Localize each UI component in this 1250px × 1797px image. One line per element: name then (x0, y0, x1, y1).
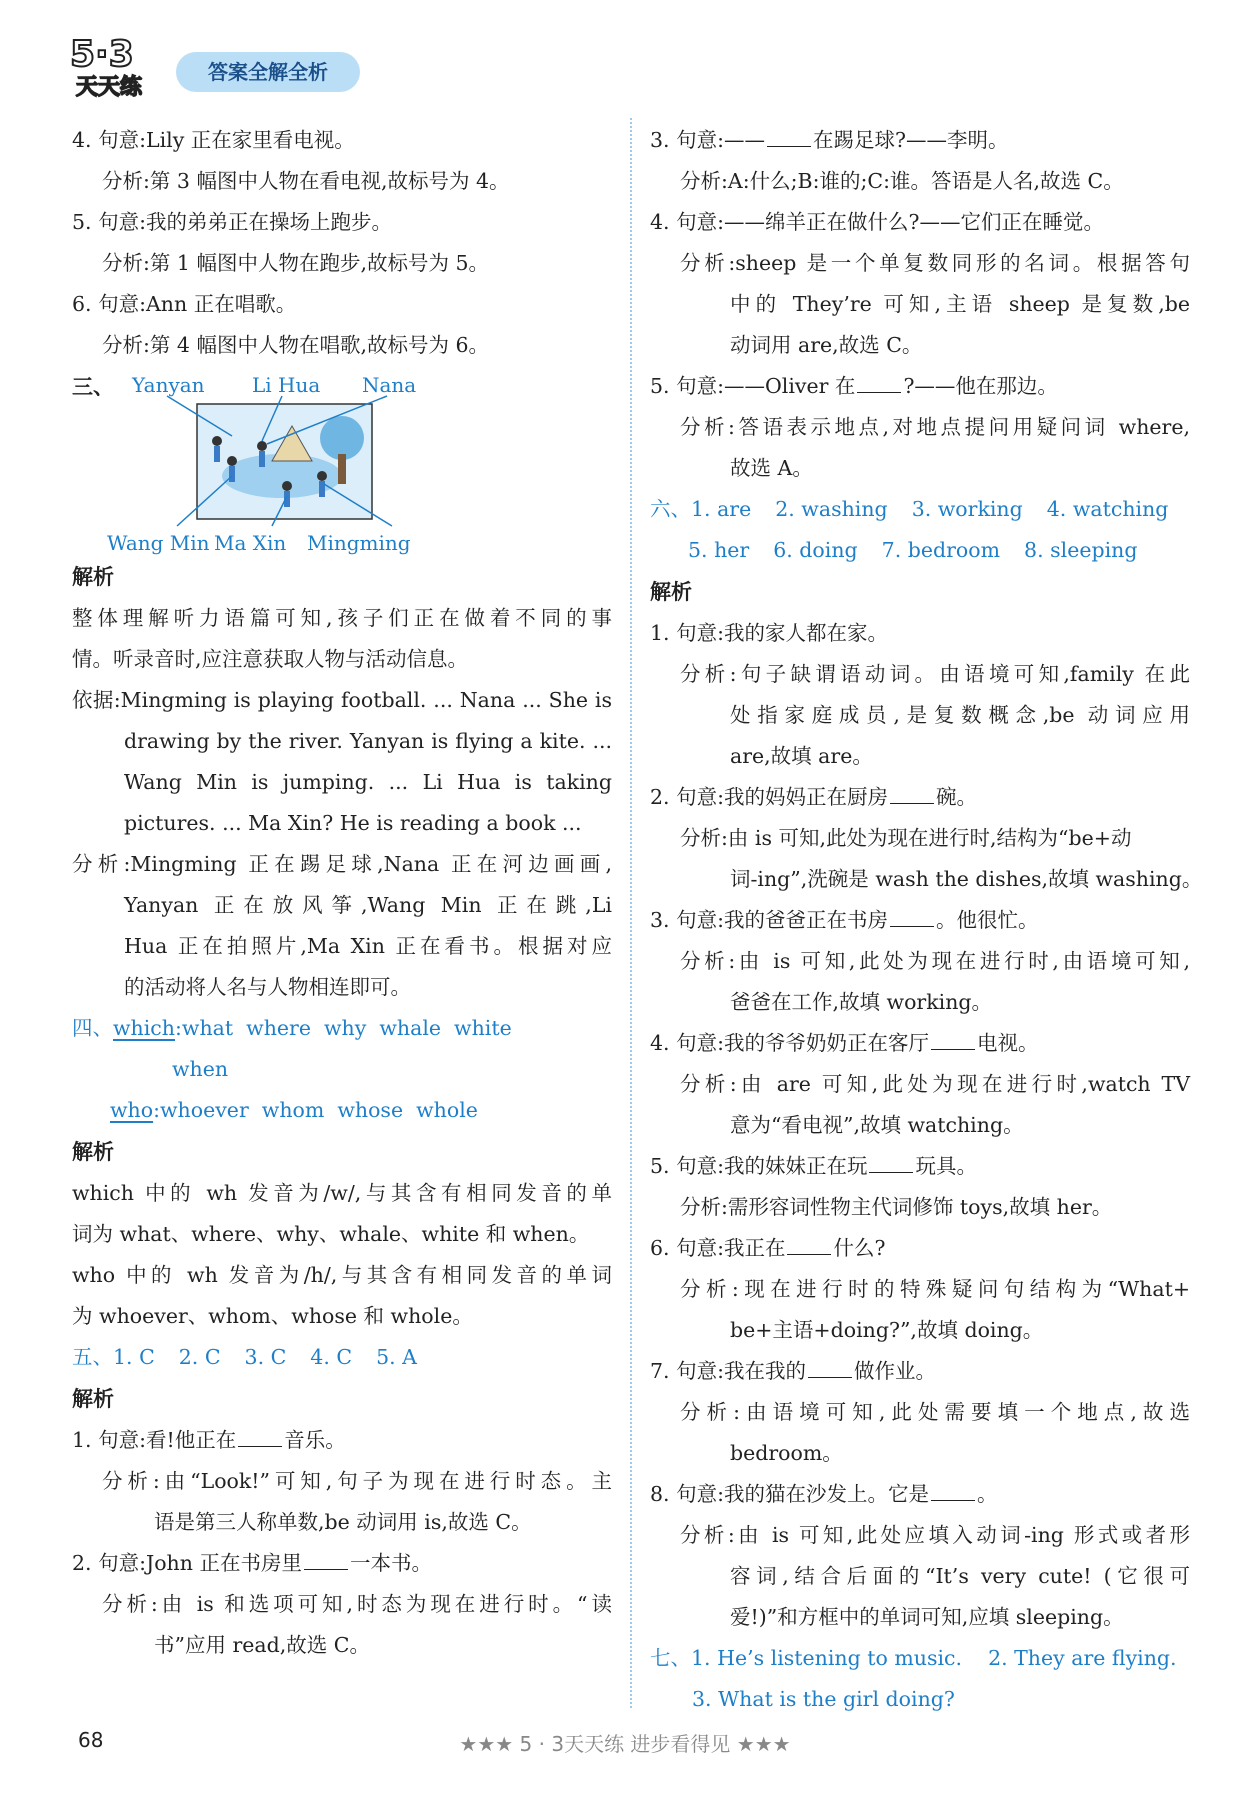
left-line: Wang Min is jumping. ... Li Hua is taking (124, 770, 612, 794)
right-line: 分析:sheep 是一个单复数同形的名词。根据答句 (680, 251, 1190, 275)
jiexi-heading: 解析 (72, 565, 114, 589)
blank (304, 1551, 348, 1570)
section-6-label: 六、 (650, 497, 691, 521)
answer-item: 2. washing (775, 497, 888, 521)
left-line: 6. 句意:Ann 正在唱歌。 (72, 292, 297, 316)
right-line: be+主语+doing?”,故填 doing。 (730, 1318, 1044, 1342)
right-line (650, 900, 1190, 941)
text-part: 在踢足球?——李明。 (812, 128, 1009, 152)
right-line (650, 1228, 1190, 1269)
right-line: 1. 句意:我的家人都在家。 (650, 621, 888, 645)
section-3-label: 三、 (72, 375, 114, 399)
right-line: 分析:由 are 可知,此处为现在进行时,watch TV (680, 1072, 1190, 1096)
which-word: which (113, 1016, 175, 1040)
section-6-row2 (650, 530, 1190, 571)
right-line (650, 366, 1190, 407)
text-part: 5. 句意:——Oliver 在 (650, 374, 856, 398)
right-line: 处指家庭成员,是复数概念,be 动词应用 (730, 703, 1190, 727)
blank (890, 785, 934, 804)
text-part: 3. 句意:—— (650, 128, 765, 152)
answer-item: 3. C (244, 1345, 287, 1369)
name-label-wangmin: Wang Min (107, 531, 210, 555)
blank (787, 1236, 831, 1255)
blank (931, 1482, 975, 1501)
blank (767, 128, 811, 147)
right-line: 词-ing”,洗碗是 wash the dishes,故填 washing。 (730, 867, 1203, 891)
answer-item: 5. A (376, 1345, 417, 1369)
right-line: 分析:由 is 可知,此处应填入动词-ing 形式或者形 (680, 1523, 1190, 1547)
right-line: 分析:A:什么;B:谁的;C:谁。答语是人名,故选 C。 (680, 169, 1124, 193)
right-line: 动词用 are,故选 C。 (730, 333, 923, 357)
right-line: 分析:由语境可知,此处需要填一个地点,故选 (680, 1400, 1190, 1424)
right-line: are,故填 are。 (730, 744, 873, 768)
left-line: 依据:Mingming is playing football. ... Nana ... She is (72, 688, 612, 712)
right-line: 分析:需形容词性物主代词修饰 toys,故填 her。 (680, 1195, 1113, 1219)
right-line: 爸爸在工作,故填 working。 (730, 990, 993, 1014)
left-line (72, 1420, 612, 1461)
right-line: 中的 They’re 可知,主语 sheep 是复数,be (730, 292, 1190, 316)
right-line: 分析:由 is 可知,此处为现在进行时,结构为“be+动 (680, 826, 1132, 850)
footer-slogan: ★★★ 5 · 3天天练 进步看得见 ★★★ (459, 1732, 791, 1756)
left-line: 分析:第 3 幅图中人物在看电视,故标号为 4。 (102, 169, 510, 193)
section-5-label: 五、 (72, 1345, 113, 1369)
when-word: when (172, 1057, 229, 1081)
text-part: 2. 句意:John 正在书房里 (72, 1551, 302, 1575)
blank (238, 1428, 282, 1447)
blank (808, 1359, 852, 1378)
section-4-row2 (72, 1090, 612, 1131)
right-line: 故选 A。 (730, 456, 813, 480)
answer-item: 7. bedroom (881, 538, 1001, 562)
name-label-nana: Nana (362, 373, 417, 397)
right-line (650, 1023, 1190, 1064)
text-part: 4. 句意:我的爷爷奶奶正在客厅 (650, 1031, 929, 1055)
left-line: 整体理解听力语篇可知,孩子们正在做着不同的事 (72, 606, 612, 630)
header-pill: 答案全解全析 (176, 52, 360, 92)
left-line: 情。听录音时,应注意获取人物与活动信息。 (72, 647, 469, 671)
page-number: 68 (78, 1728, 104, 1752)
text-part: 7. 句意:我在我的 (650, 1359, 806, 1383)
right-line (650, 1146, 1190, 1187)
left-line (72, 1543, 612, 1584)
jiexi-heading: 解析 (72, 1140, 114, 1164)
blank (931, 1031, 975, 1050)
text-part: 。他很忙。 (935, 908, 1039, 932)
text-part: 。 (976, 1482, 998, 1506)
blank (857, 374, 901, 393)
left-line: 为 whoever、whom、whose 和 whole。 (72, 1304, 473, 1328)
text-part: 6. 句意:我正在 (650, 1236, 786, 1260)
name-label-mingming: Mingming (307, 531, 411, 555)
answer-item: 4. watching (1046, 497, 1169, 521)
right-line (650, 1351, 1190, 1392)
answer-item: 2. C (178, 1345, 221, 1369)
text-part: 3. 句意:我的爸爸正在书房 (650, 908, 888, 932)
right-line: bedroom。 (730, 1441, 843, 1465)
section-4-label: 四、 (72, 1016, 113, 1040)
section-4-row1 (72, 1008, 612, 1049)
right-line (650, 1474, 1190, 1515)
who-words: :whoever whom whose whole (153, 1098, 478, 1122)
left-line: 分析:Mingming 正在踢足球,Nana 正在河边画画, (72, 852, 612, 876)
section-7-row2: 3. What is the girl doing? (692, 1687, 955, 1711)
left-line: Hua 正在拍照片,Ma Xin 正在看书。根据对应 (124, 934, 612, 958)
left-line: 语是第三人称单数,be 动词用 is,故选 C。 (154, 1510, 532, 1534)
left-line: 5. 句意:我的弟弟正在操场上跑步。 (72, 210, 392, 234)
text-part: 音乐。 (284, 1428, 346, 1452)
right-line: 4. 句意:——绵羊正在做什么?——它们正在睡觉。 (650, 210, 1104, 234)
right-line: 分析:句子缺谓语动词。由语境可知,family 在此 (680, 662, 1190, 686)
right-line: 分析:答语表示地点,对地点提问用疑问词 where, (680, 415, 1190, 439)
right-line: 意为“看电视”,故填 watching。 (730, 1113, 1024, 1137)
name-label-yanyan: Yanyan (132, 373, 205, 397)
column-divider (630, 118, 632, 1708)
name-label-lihua: Li Hua (252, 373, 321, 397)
right-line: 容词,结合后面的“It’s very cute! (它很可 (730, 1564, 1190, 1588)
text-part: 1. 句意:看!他正在 (72, 1428, 237, 1452)
which-words: :what where why whale white (175, 1016, 512, 1040)
left-line: 词为 what、where、why、whale、white 和 when。 (72, 1222, 590, 1246)
left-line: who 中的 wh 发音为/h/,与其含有相同发音的单词 (72, 1263, 612, 1287)
left-line: pictures. ... Ma Xin? He is reading a book ... (124, 811, 582, 835)
answer-item: 1. He’s listening to music. (691, 1646, 963, 1670)
left-line: 分析:由“Look!”可知,句子为现在进行时态。主 (102, 1469, 612, 1493)
text-part: 玩具。 (915, 1154, 977, 1178)
left-line: 分析:第 1 幅图中人物在跑步,故标号为 5。 (102, 251, 490, 275)
blank (890, 908, 934, 927)
right-line: 分析:由 is 可知,此处为现在进行时,由语境可知, (680, 949, 1190, 973)
left-line: 书”应用 read,故选 C。 (154, 1633, 370, 1657)
answer-item: 6. doing (773, 538, 858, 562)
right-line: 爱!)”和方框中的单词可知,应填 sleeping。 (730, 1605, 1124, 1629)
answer-item: 8. sleeping (1024, 538, 1138, 562)
answer-item: 4. C (310, 1345, 353, 1369)
answer-item: 1. are (691, 497, 752, 521)
text-part: 电视。 (976, 1031, 1039, 1055)
jiexi-heading: 解析 (650, 580, 692, 604)
blank (869, 1154, 913, 1173)
text-part: 5. 句意:我的妹妹正在玩 (650, 1154, 868, 1178)
answer-item: 5. her (688, 538, 750, 562)
left-line: 分析:由 is 和选项可知,时态为现在进行时。“读 (102, 1592, 612, 1616)
section-6-row1 (650, 489, 1190, 530)
left-line: which 中的 wh 发音为/w/,与其含有相同发音的单 (72, 1181, 612, 1205)
right-line (650, 777, 1190, 818)
answer-item: 1. C (113, 1345, 155, 1369)
section-7-row1 (650, 1638, 1190, 1679)
name-label-maxin: Ma Xin (214, 531, 287, 555)
left-line: 4. 句意:Lily 正在家里看电视。 (72, 128, 355, 152)
left-line: 分析:第 4 幅图中人物在唱歌,故标号为 6。 (102, 333, 490, 357)
children-picture (102, 366, 522, 556)
text-part: 2. 句意:我的妈妈正在厨房 (650, 785, 888, 809)
section-5-answers (72, 1337, 612, 1378)
svg-text:天天练: 天天练 (76, 75, 143, 100)
text-part: 8. 句意:我的猫在沙发上。它是 (650, 1482, 929, 1506)
section-7-label: 七、 (650, 1646, 691, 1670)
right-line: 分析:现在进行时的特殊疑问句结构为“What+ (680, 1277, 1190, 1301)
text-part: 做作业。 (853, 1359, 936, 1383)
right-line (650, 120, 1190, 161)
answer-item: 2. They are flying. (988, 1646, 1177, 1670)
right-column (650, 120, 1203, 1720)
who-word: who (110, 1098, 154, 1122)
answer-item: 3. working (911, 497, 1023, 521)
svg-text:5·3: 5·3 (70, 34, 134, 75)
jiexi-heading: 解析 (72, 1387, 114, 1411)
text-part: 碗。 (935, 785, 977, 809)
text-part: 什么? (833, 1236, 886, 1260)
text-part: 一本书。 (349, 1551, 432, 1575)
left-line: drawing by the river. Yanyan is flying a kite. ... (124, 729, 612, 753)
text-part: ?——他在那边。 (903, 374, 1058, 398)
logo-53-icon (68, 28, 160, 100)
left-line: 的活动将人名与人物相连即可。 (124, 975, 411, 999)
left-line: Yanyan 正在放风筝,Wang Min 正在跳,Li (124, 893, 612, 917)
left-column (72, 120, 612, 1666)
matching-illustration (72, 366, 612, 556)
